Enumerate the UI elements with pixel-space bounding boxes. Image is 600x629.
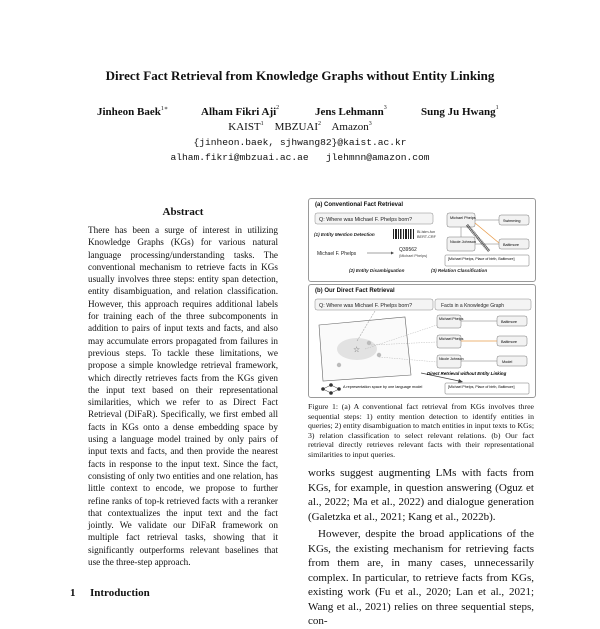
panel-b-title: (b) Our Direct Fact Retrieval (315, 288, 395, 294)
author-hwang: Sung Ju Hwang$^1$ (421, 105, 499, 118)
figure-panel-a (308, 198, 536, 282)
svg-text:Swimming: Swimming (503, 219, 521, 223)
author-baek: Jinheon Baek$^{1∗}$ (97, 106, 168, 118)
panel-a-diagram (309, 199, 535, 281)
author-aji: Alham Fikri Aji$^2$ (201, 105, 280, 118)
panel-a-step2: (2) Entity Disambiguation (349, 268, 405, 273)
panel-b-result: [Michael Phelps, Place of birth, Baltimore] (448, 385, 515, 389)
panel-a-question: Q: Where was Michael F. Phelps born? (319, 217, 413, 223)
star-icon: ☆ (353, 345, 361, 354)
svg-text:Michael Phelps: Michael Phelps (439, 337, 464, 341)
space-label: A representation space by one language model (343, 385, 423, 389)
direct-retrieval-label: Direct Retrieval without Entity Linking (427, 371, 507, 376)
panel-b-question: Q: Where was Michael F. Phelps born? (319, 303, 413, 309)
figure-caption: Figure 1: (a) A conventional fact retrieval from KGs involves three sequential steps: 1) entity mention detection to identify entities in queries; 2) entity disambiguation to match entities in input texts to KGs; 3) relation classification to select relevant relations. (b) Our fact retrieval directly retrieves relevant facts with their representational similarities to input queries. (308, 402, 534, 459)
panel-a-entity-name: (Michael Phelps) (399, 254, 428, 258)
kg-label: Facts in a Knowledge Graph (441, 303, 505, 309)
barcode-label-1: Bi-lstm-fun (417, 230, 436, 234)
svg-text:Baltimore: Baltimore (501, 340, 518, 344)
affil-amazon: Amazon$^3$ (331, 121, 372, 133)
network-icon (321, 383, 341, 395)
svg-text:Michael Phelps: Michael Phelps (439, 317, 464, 321)
panel-a-title: (a) Conventional Fact Retrieval (315, 202, 404, 208)
kg-edge-2 (475, 223, 499, 243)
svg-text:Baltimore: Baltimore (503, 243, 520, 247)
svg-text:Baltimore: Baltimore (501, 320, 518, 324)
barcode-icon (393, 229, 414, 239)
figure-1 (308, 198, 534, 396)
barcode-label-2: BERT-CRF (417, 235, 436, 239)
abstract-heading: Abstract (162, 206, 204, 218)
panel-b-diagram (309, 285, 535, 397)
affil-kaist: KAIST$^1$ (228, 121, 264, 133)
right-paragraph-1: works suggest augmenting LMs with facts from KGs, for example, in question answering (Oguz et al., 2022; Ma et al., 2022) and dialogue generation (Galetzka et al., 2021; Kang et al., 2022b). (308, 467, 534, 523)
panel-a-step3: (3) Relation Classification (431, 268, 488, 273)
paper-title: Direct Fact Retrieval from Knowledge Graphs without Entity Linking (105, 68, 495, 83)
embedding-point-3 (337, 363, 341, 367)
direct-retrieval-arrow-head (458, 379, 463, 383)
svg-text:Nicole Johnson: Nicole Johnson (439, 357, 464, 361)
email-line-1: {jinheon.baek, sjhwang82}@kaist.ac.kr (193, 137, 407, 148)
figure-panel-b (308, 284, 536, 398)
affiliations (0, 121, 600, 133)
abstract-body: There has been a surge of interest in utilizing Knowledge Graphs (KGs) for various natural language processing/understanding tasks. The conventional mechanism to retrieve facts in KGs usually involves three steps: entity span detection, entity disambiguation, and relation classification. However, this approach requires additional labels for training each of the three subcomponents in addition to pairs of input texts and facts, and also may accumulate errors propagated from failures in previous steps. To tackle these limitations, we propose a simple knowledge retrieval framework, which directly retrieves facts from the KGs given the input text based on their representational similarities, which we refer to as Direct Fact Retrieval (DiFaR). Specifically, we first embed all facts in KGs onto a dense embedding space by using a language model trained by only pairs of input texts and facts, and then provide the nearest facts in response to the input text. Since the fact, consisting of only two entities and one relation, has little context to encode, we propose to further refine ranks of top-k retrieved facts with a reranker that contextualizes the input text and the fact jointly. We validate our DiFaR framework on multiple fact retrieval tasks, showing that it significantly outperforms relevant baselines that use the three-step approach. (88, 225, 278, 568)
panel-a-mention: Michael F. Phelps (317, 251, 357, 257)
embedding-point-1 (367, 341, 371, 345)
author-lehmann: Jens Lehmann$^3$ (315, 105, 387, 118)
panel-a-entity-id: Q39562 (399, 247, 417, 253)
mention-arrow-head (391, 252, 394, 255)
embedding-point-2 (377, 353, 381, 357)
right-column-text (308, 466, 534, 629)
email-line-2: alham.fikri@mbzuai.ac.ae jlehmnn@amazon.com (170, 152, 430, 163)
svg-text:Nicole Johnson: Nicole Johnson (450, 240, 476, 244)
right-paragraph-2: However, despite the broad applications of the KGs, the existing mechanism for retrieving facts from them are, in many cases, unnecessarily complex. In particular, to retrieve facts from KGs, existing work (Fu et al., 2020; Lan et al., 2021; Wang et al., 2021) relies on three sequential steps, con- (308, 528, 534, 627)
affil-mbzuai: MBZUAI$^2$ (274, 121, 322, 133)
panel-a-step1: (1) Entity Mention Detection (314, 232, 375, 237)
svg-text:Model: Model (502, 360, 513, 364)
svg-text:Michael Phelps: Michael Phelps (450, 216, 476, 220)
panel-a-result: [Michael Phelps, Place of birth, Baltimore] (448, 257, 515, 261)
section-heading-introduction: 1 Introduction (70, 587, 150, 599)
